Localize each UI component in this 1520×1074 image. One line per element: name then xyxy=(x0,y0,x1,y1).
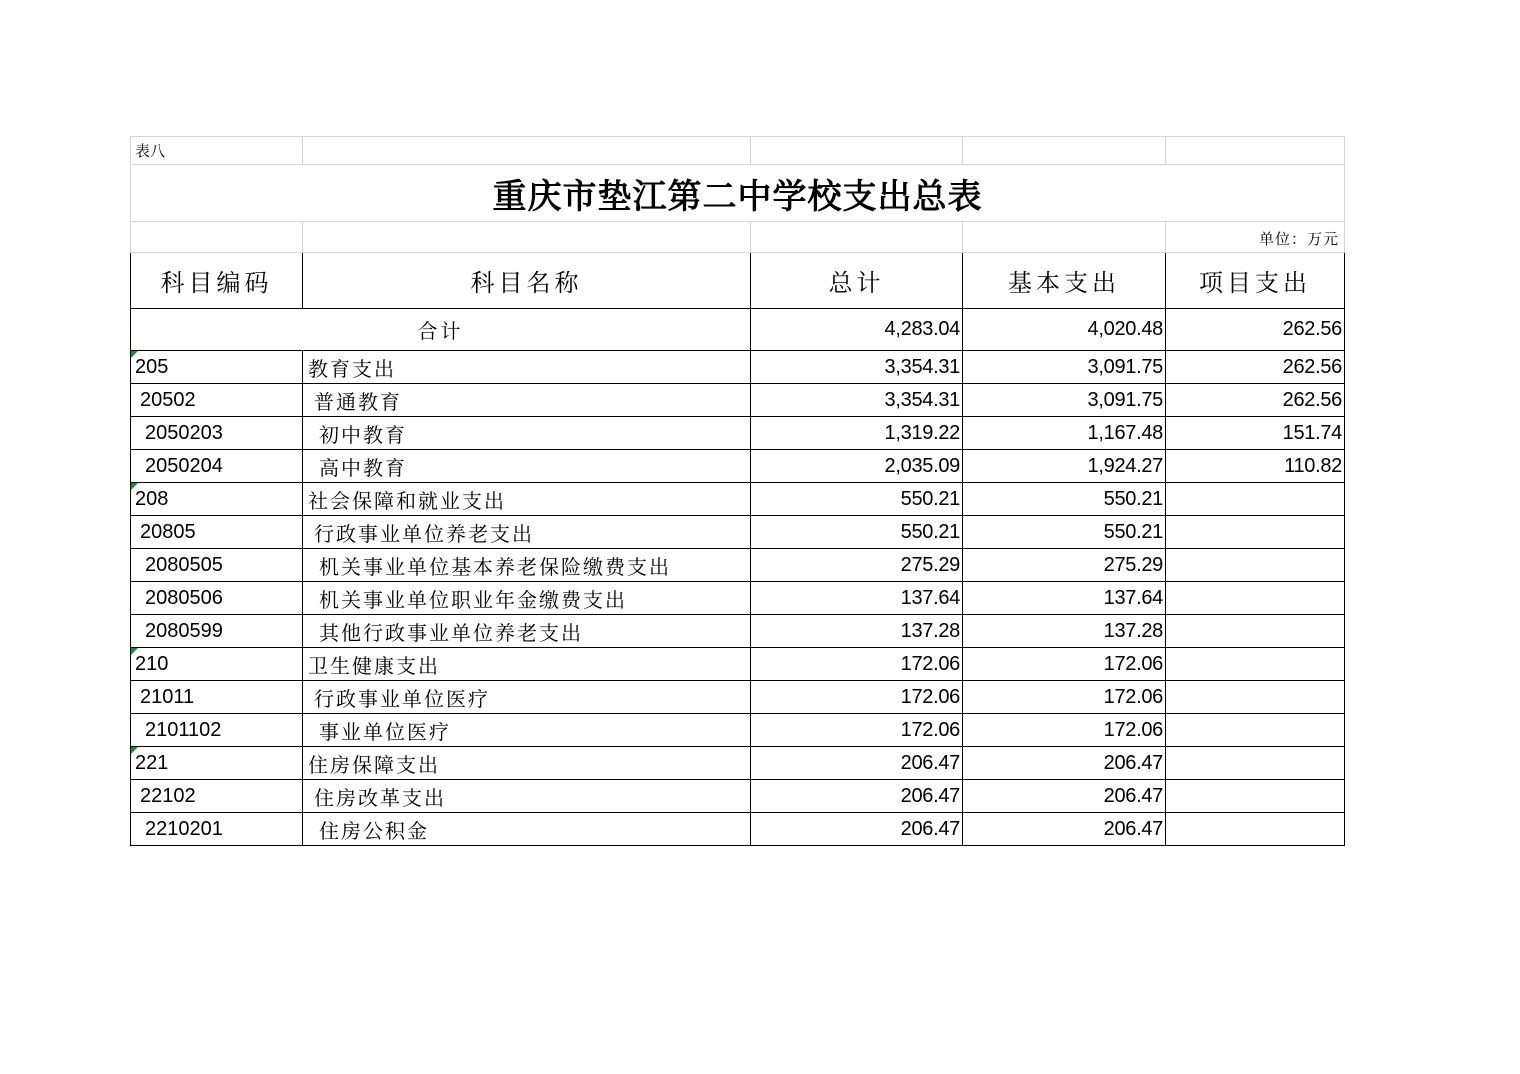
total-cell[interactable]: 550.21 xyxy=(751,483,963,516)
total-row xyxy=(131,309,1345,351)
code-cell[interactable] xyxy=(131,648,303,681)
basic-cell[interactable]: 172.06 xyxy=(963,648,1166,681)
empty-cell[interactable] xyxy=(303,222,751,253)
sheet-title[interactable]: 重庆市垫江第二中学校支出总表 xyxy=(131,165,1345,222)
name-cell[interactable]: 机关事业单位基本养老保险缴费支出 xyxy=(303,549,751,582)
code-text: 210 xyxy=(135,652,169,675)
basic-cell[interactable]: 206.47 xyxy=(963,747,1166,780)
code-text: 205 xyxy=(135,355,169,378)
empty-cell[interactable] xyxy=(131,222,303,253)
table-row xyxy=(131,648,1345,681)
code-cell[interactable]: 2101102 xyxy=(131,714,303,747)
expense-table xyxy=(130,136,1345,846)
table-row xyxy=(131,417,1345,450)
basic-cell[interactable]: 206.47 xyxy=(963,780,1166,813)
total-cell[interactable]: 172.06 xyxy=(751,681,963,714)
total-cell[interactable]: 550.21 xyxy=(751,516,963,549)
table-row xyxy=(131,582,1345,615)
table-row xyxy=(131,780,1345,813)
code-cell[interactable] xyxy=(131,351,303,384)
project-cell[interactable] xyxy=(1166,516,1345,549)
name-cell[interactable]: 事业单位医疗 xyxy=(303,714,751,747)
sheet-label[interactable]: 表八 xyxy=(131,137,303,165)
header-row xyxy=(131,253,1345,309)
sheet-label-row xyxy=(131,137,1345,165)
basic-cell[interactable]: 137.28 xyxy=(963,615,1166,648)
table-row xyxy=(131,813,1345,846)
header-code[interactable]: 科目编码 xyxy=(131,253,303,309)
table-row xyxy=(131,549,1345,582)
number-as-text-indicator-icon xyxy=(131,483,138,490)
basic-cell[interactable]: 1,167.48 xyxy=(963,417,1166,450)
name-cell[interactable]: 高中教育 xyxy=(303,450,751,483)
total-cell[interactable]: 3,354.31 xyxy=(751,384,963,417)
table-row xyxy=(131,384,1345,417)
basic-cell[interactable]: 206.47 xyxy=(963,813,1166,846)
total-total[interactable]: 4,283.04 xyxy=(751,309,963,351)
code-cell[interactable]: 2210201 xyxy=(131,813,303,846)
empty-cell[interactable] xyxy=(751,137,963,165)
total-cell[interactable]: 206.47 xyxy=(751,813,963,846)
project-cell[interactable] xyxy=(1166,813,1345,846)
project-cell[interactable] xyxy=(1166,615,1345,648)
code-cell[interactable]: 20805 xyxy=(131,516,303,549)
project-cell[interactable] xyxy=(1166,747,1345,780)
name-cell[interactable]: 行政事业单位养老支出 xyxy=(303,516,751,549)
basic-cell[interactable]: 3,091.75 xyxy=(963,384,1166,417)
name-cell[interactable]: 其他行政事业单位养老支出 xyxy=(303,615,751,648)
code-cell[interactable]: 2050203 xyxy=(131,417,303,450)
project-cell[interactable] xyxy=(1166,714,1345,747)
project-cell[interactable] xyxy=(1166,648,1345,681)
code-cell[interactable]: 2080505 xyxy=(131,549,303,582)
table-row xyxy=(131,681,1345,714)
basic-cell[interactable]: 550.21 xyxy=(963,516,1166,549)
project-cell[interactable] xyxy=(1166,582,1345,615)
unit-row xyxy=(131,222,1345,253)
total-cell[interactable]: 206.47 xyxy=(751,780,963,813)
project-cell[interactable]: 151.74 xyxy=(1166,417,1345,450)
empty-cell[interactable] xyxy=(963,137,1166,165)
basic-cell[interactable]: 550.21 xyxy=(963,483,1166,516)
empty-cell[interactable] xyxy=(1166,137,1345,165)
project-cell[interactable] xyxy=(1166,681,1345,714)
total-cell[interactable]: 1,319.22 xyxy=(751,417,963,450)
name-cell[interactable]: 卫生健康支出 xyxy=(303,648,751,681)
project-cell[interactable]: 262.56 xyxy=(1166,351,1345,384)
project-cell[interactable] xyxy=(1166,549,1345,582)
code-cell[interactable] xyxy=(131,483,303,516)
total-cell[interactable]: 137.64 xyxy=(751,582,963,615)
code-cell[interactable]: 2080599 xyxy=(131,615,303,648)
header-basic[interactable]: 基本支出 xyxy=(963,253,1166,309)
header-name[interactable]: 科目名称 xyxy=(303,253,751,309)
name-cell[interactable]: 行政事业单位医疗 xyxy=(303,681,751,714)
title-row xyxy=(131,165,1345,222)
table-row xyxy=(131,351,1345,384)
number-as-text-indicator-icon xyxy=(131,648,138,655)
total-label[interactable]: 合计 xyxy=(131,309,751,351)
table-row xyxy=(131,714,1345,747)
project-cell[interactable] xyxy=(1166,483,1345,516)
header-total[interactable]: 总计 xyxy=(751,253,963,309)
header-project[interactable]: 项目支出 xyxy=(1166,253,1345,309)
basic-cell[interactable]: 137.64 xyxy=(963,582,1166,615)
name-cell[interactable]: 教育支出 xyxy=(303,351,751,384)
project-cell[interactable]: 110.82 xyxy=(1166,450,1345,483)
code-text: 208 xyxy=(135,487,169,510)
number-as-text-indicator-icon xyxy=(131,351,138,358)
table-row xyxy=(131,516,1345,549)
total-cell[interactable]: 172.06 xyxy=(751,648,963,681)
name-cell[interactable]: 普通教育 xyxy=(303,384,751,417)
name-cell[interactable]: 初中教育 xyxy=(303,417,751,450)
basic-cell[interactable]: 3,091.75 xyxy=(963,351,1166,384)
total-project[interactable]: 262.56 xyxy=(1166,309,1345,351)
code-cell[interactable]: 22102 xyxy=(131,780,303,813)
name-cell[interactable]: 住房改革支出 xyxy=(303,780,751,813)
table-row xyxy=(131,615,1345,648)
code-text: 221 xyxy=(135,751,169,774)
code-cell[interactable]: 20502 xyxy=(131,384,303,417)
spreadsheet xyxy=(130,136,1344,846)
basic-cell[interactable]: 1,924.27 xyxy=(963,450,1166,483)
table-row xyxy=(131,450,1345,483)
name-cell[interactable]: 住房公积金 xyxy=(303,813,751,846)
basic-cell[interactable]: 172.06 xyxy=(963,714,1166,747)
number-as-text-indicator-icon xyxy=(131,747,138,754)
unit-label[interactable]: 单位：万元 xyxy=(1166,222,1345,253)
empty-cell[interactable] xyxy=(303,137,751,165)
basic-cell[interactable]: 275.29 xyxy=(963,549,1166,582)
empty-cell[interactable] xyxy=(751,222,963,253)
total-cell[interactable]: 275.29 xyxy=(751,549,963,582)
project-cell[interactable] xyxy=(1166,780,1345,813)
total-cell[interactable]: 206.47 xyxy=(751,747,963,780)
code-cell[interactable]: 2050204 xyxy=(131,450,303,483)
total-cell[interactable]: 3,354.31 xyxy=(751,351,963,384)
table-row xyxy=(131,747,1345,780)
name-cell[interactable]: 社会保障和就业支出 xyxy=(303,483,751,516)
code-cell[interactable]: 2080506 xyxy=(131,582,303,615)
basic-cell[interactable]: 172.06 xyxy=(963,681,1166,714)
total-cell[interactable]: 137.28 xyxy=(751,615,963,648)
empty-cell[interactable] xyxy=(963,222,1166,253)
total-cell[interactable]: 2,035.09 xyxy=(751,450,963,483)
total-cell[interactable]: 172.06 xyxy=(751,714,963,747)
table-row xyxy=(131,483,1345,516)
name-cell[interactable]: 住房保障支出 xyxy=(303,747,751,780)
total-basic[interactable]: 4,020.48 xyxy=(963,309,1166,351)
project-cell[interactable]: 262.56 xyxy=(1166,384,1345,417)
name-cell[interactable]: 机关事业单位职业年金缴费支出 xyxy=(303,582,751,615)
code-cell[interactable]: 21011 xyxy=(131,681,303,714)
code-cell[interactable] xyxy=(131,747,303,780)
